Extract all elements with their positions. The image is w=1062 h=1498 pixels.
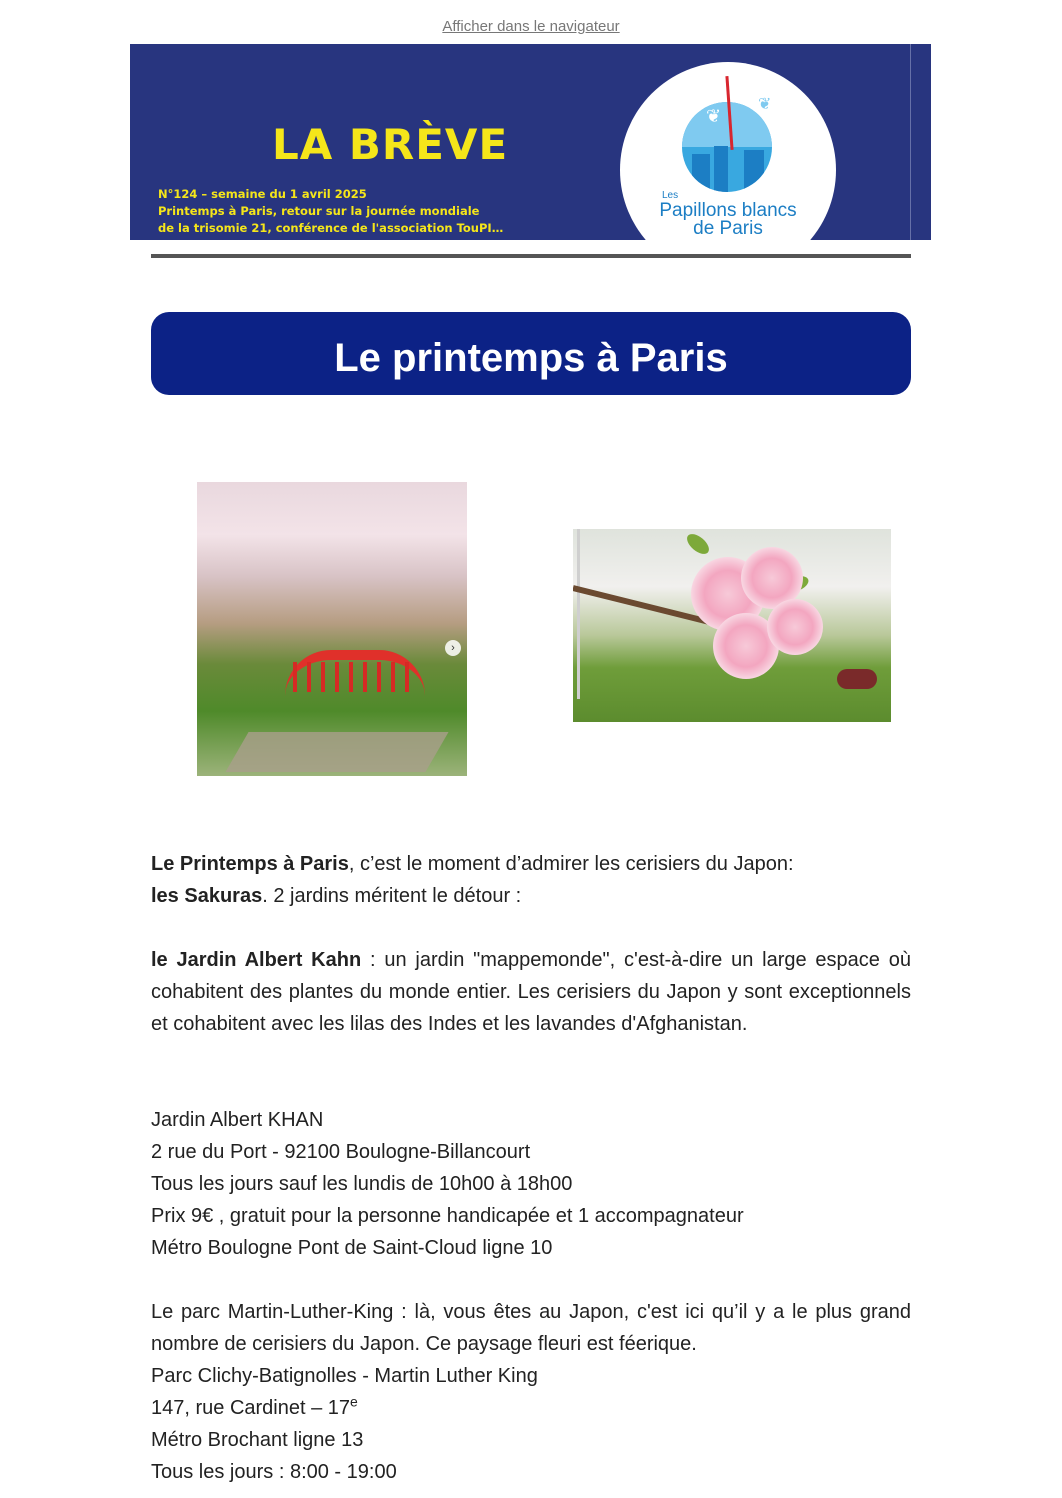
newsletter-title: LA BRÈVE (272, 120, 509, 169)
logo-text-line2: de Paris (693, 218, 763, 239)
mlk-description: Le parc Martin-Luther-King : là, vous êtes au Japon, c'est ici qu’il y a le plus grand nombre de cerisiers du Japon. Ce paysage fleuri est féerique. (151, 1301, 911, 1355)
banner-divider (910, 44, 911, 240)
albert-kahn-info (151, 1104, 911, 1264)
info-line: Métro Boulogne Pont de Saint-Cloud ligne 10 (151, 1237, 553, 1259)
mlk-park-section (151, 1296, 911, 1488)
garden-photo (197, 482, 467, 776)
intro-bold: Le Printemps à Paris (151, 853, 349, 875)
info-line: Jardin Albert KHAN (151, 1109, 324, 1131)
cherry-blossom-photo (573, 529, 891, 722)
issue-line: N°124 – semaine du 1 avril 2025 (158, 187, 367, 201)
papillons-blancs-logo (620, 62, 836, 240)
info-line: Prix 9€ , gratuit pour la personne handicapée et 1 accompagnateur (151, 1205, 744, 1227)
issue-line: de la trisomie 21, conférence de l'association TouPI… (158, 221, 504, 235)
butterfly-icon: ❦ (758, 96, 772, 113)
mlk-address: 147, rue Cardinet – 17e (151, 1393, 358, 1419)
info-line: Tous les jours sauf les lundis de 10h00 à 18h00 (151, 1173, 573, 1195)
logo-small-text: Les (662, 190, 679, 201)
issue-line: Printemps à Paris, retour sur la journée mondiale (158, 204, 480, 218)
view-in-browser-link[interactable]: Afficher dans le navigateur (442, 18, 620, 35)
chevron-right-icon: › (445, 640, 461, 656)
newsletter-banner (130, 44, 931, 240)
info-line: 2 rue du Port - 92100 Boulogne-Billancourt (151, 1141, 531, 1163)
intro-bold: les Sakuras (151, 885, 263, 907)
logo-globe (682, 102, 772, 192)
issue-summary (158, 186, 503, 237)
mlk-name: Parc Clichy-Batignolles - Martin Luther King (151, 1365, 538, 1387)
intro-paragraph: Le Printemps à Paris, c’est le moment d’admirer les cerisiers du Japon: les Sakuras. 2 jardins méritent le détour : (151, 853, 794, 907)
section-title-text: Le printemps à Paris (334, 335, 728, 380)
mlk-hours: Tous les jours : 8:00 - 19:00 (151, 1461, 397, 1483)
albert-kahn-title: le Jardin Albert Kahn (151, 949, 362, 971)
mlk-metro: Métro Brochant ligne 13 (151, 1429, 364, 1451)
albert-kahn-description: le Jardin Albert Kahn : un jardin "mappemonde", c'est-à-dire un large espace où cohabitent des plantes du monde entier. Les cerisiers du Japon y sont exceptionnels et cohabitent avec les lilas des Indes et les lavandes d'Afghanistan. (151, 949, 911, 1035)
header-divider (151, 254, 911, 258)
section-title (151, 312, 911, 395)
logo-text-line1: Papillons blancs (659, 200, 797, 221)
butterfly-icon: ❦ (706, 106, 722, 126)
